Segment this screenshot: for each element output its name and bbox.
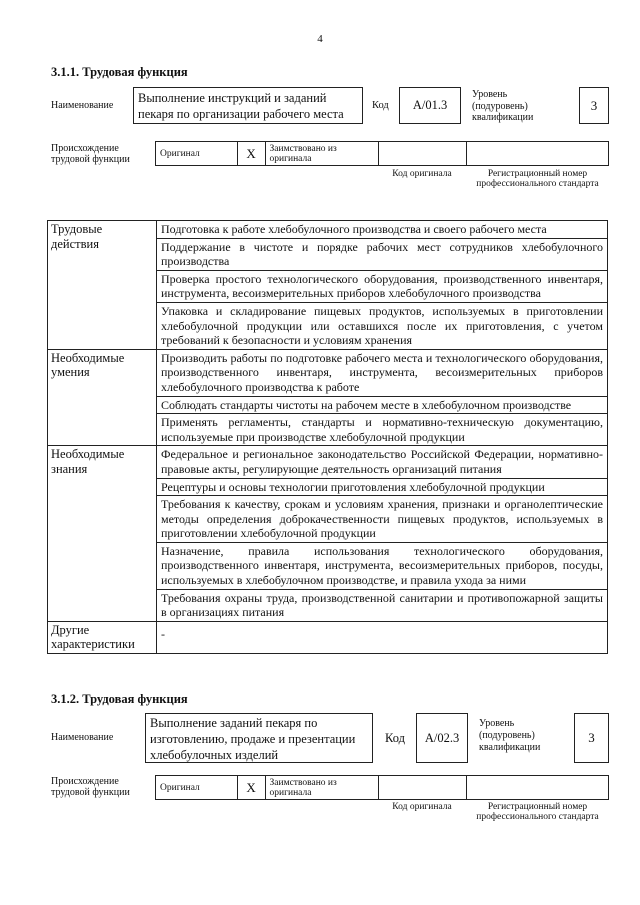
code-value: A/01.3 (399, 87, 461, 124)
knowledge-item: Требования охраны труда, производственной санитарии и противопожарной защиты в организациях питания (157, 589, 608, 621)
origin-table (155, 775, 609, 800)
code-value: A/02.3 (416, 713, 468, 763)
knowledge-item: Назначение, правила использования технологического оборудования, производственного инвентаря, инструмента, весоизмерительных приборов, посуды, используемых в хлебобулочном производстве, и правила ухода за ними (157, 542, 608, 589)
function-details-table (47, 220, 608, 654)
origin-table (155, 141, 609, 166)
knowledge-item: Федеральное и региональное законодательство Российской Федерации, нормативно-правовые акты, регулирующие деятельность организаций питания (157, 446, 608, 478)
level-value: 3 (574, 713, 609, 763)
labor-action-item: Поддержание в чистоте и порядке рабочих мест сотрудников хлебобулочного производства (157, 238, 608, 270)
code-label: Код (385, 731, 405, 745)
origin-reg-cell (466, 142, 608, 165)
knowledge-item: Рецептуры и основы технологии приготовления хлебобулочной продукции (157, 478, 608, 496)
origin-label: Происхождение трудовой функции (51, 143, 130, 165)
name-label: Наименование (51, 100, 114, 111)
level-value: 3 (579, 87, 609, 124)
origin-mark: X (237, 142, 265, 165)
origin-original: Оригинал (160, 148, 200, 159)
origin-borrowed: Заимствовано из оригинала (265, 776, 379, 799)
skill-item: Производить работы по подготовке рабочего места и технологического оборудования, производственного инвентаря, инструмента, весоизмерительных приборов хлебобулочного производства к работе (157, 349, 608, 396)
caption-original-code: Код оригинала (392, 169, 452, 179)
origin-borrowed: Заимствовано из оригинала (265, 142, 379, 165)
page-number: 4 (317, 33, 323, 45)
caption-registration-number: Регистрационный номер профессионального стандарта (476, 169, 599, 189)
origin-code-cell (378, 142, 466, 165)
labor-action-item: Подготовка к работе хлебобулочного производства и своего рабочего места (157, 221, 608, 239)
labor-action-item: Проверка простого технологического оборудования, производственного инвентаря, инструмента, весоизмерительных приборов хлебобулочного производства (157, 270, 608, 302)
function-name: Выполнение заданий пекаря по изготовлению, продаже и презентации хлебобулочных изделий (145, 713, 373, 763)
origin-reg-cell (466, 776, 608, 799)
function-name: Выполнение инструкций и заданий пекаря по организации рабочего места (133, 87, 363, 124)
name-label: Наименование (51, 732, 114, 743)
section-title: 3.1.1. Трудовая функция (51, 65, 188, 79)
skill-item: Соблюдать стандарты чистоты на рабочем месте в хлебобулочном производстве (157, 396, 608, 414)
level-label: Уровень (подуровень) квалификации (472, 89, 534, 123)
origin-label: Происхождение трудовой функции (51, 776, 130, 798)
knowledge-item: Требования к качеству, срокам и условиям хранения, признаки и органолептические методы определения доброкачественности пищевых продуктов, используемых в приготовлении хлебобулочной продукции (157, 496, 608, 543)
origin-original: Оригинал (160, 782, 200, 793)
other-label: Другие характеристики (48, 621, 157, 653)
skills-label: Необходимые умения (48, 349, 157, 446)
skill-item: Применять регламенты, стандарты и нормативно-техническую документацию, используемые при производстве хлебобулочной продукции (157, 414, 608, 446)
section-title: 3.1.2. Трудовая функция (51, 692, 188, 706)
other-value: - (157, 621, 608, 653)
labor-action-item: Упаковка и складирование пищевых продуктов, используемых в приготовлении хлебобулочной продукции или оставшихся после их приготовления, с учетом требований к безопасности и условиям хранения (157, 302, 608, 349)
caption-original-code: Код оригинала (392, 802, 452, 812)
origin-mark: X (237, 776, 265, 799)
caption-registration-number: Регистрационный номер профессионального стандарта (476, 802, 599, 822)
code-label: Код (372, 100, 389, 111)
origin-code-cell (378, 776, 466, 799)
level-label: Уровень (подуровень) квалификации (479, 718, 541, 753)
labor-actions-label: Трудовые действия (48, 221, 157, 350)
knowledge-label: Необходимые знания (48, 446, 157, 622)
